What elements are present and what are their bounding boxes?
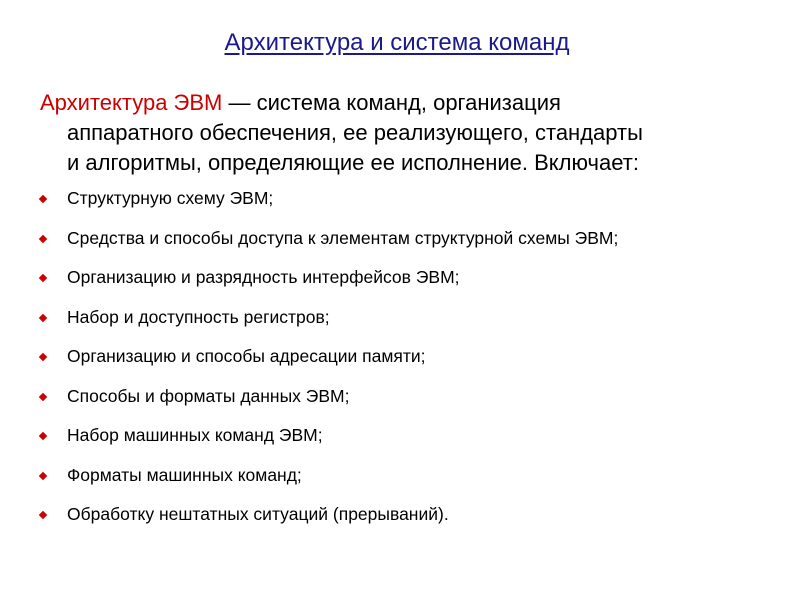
list-item [40, 345, 780, 385]
red-diamond-icon [39, 195, 47, 203]
red-diamond-icon [39, 392, 47, 400]
list-item [40, 503, 780, 543]
definition-term: Архитектура ЭВМ [40, 90, 223, 115]
bullet-list [40, 187, 780, 543]
list-item-text: Форматы машинных команд; [67, 464, 302, 485]
red-diamond-icon [39, 353, 47, 361]
list-item-text: Способы и форматы данных ЭВМ; [67, 385, 350, 406]
list-item [40, 424, 780, 464]
red-diamond-icon [39, 274, 47, 282]
red-diamond-icon [39, 234, 47, 242]
red-diamond-icon [39, 511, 47, 519]
red-diamond-icon [39, 471, 47, 479]
list-item [40, 187, 780, 227]
list-item [40, 464, 780, 504]
list-item-text: Обработку нештатных ситуаций (прерываний). [67, 504, 449, 524]
definition-line-1 [40, 88, 770, 118]
definition-paragraph [40, 88, 770, 178]
list-item [40, 227, 780, 267]
list-item-text: Набор и доступность регистров; [67, 306, 330, 327]
definition-line-3: и алгоритмы, определяющие ее исполнение. Включает: [67, 150, 639, 175]
list-item-text: Структурную схему ЭВМ; [67, 188, 274, 208]
list-item-text: Организацию и способы адресации памяти; [67, 346, 426, 366]
list-item [40, 306, 780, 346]
definition-line-2: аппаратного обеспечения, ее реализующего, стандарты [67, 120, 643, 145]
list-item-text: Организацию и разрядность интерфейсов ЭВМ; [67, 267, 460, 287]
list-item-text: Средства и способы доступа к элементам структурной схемы ЭВМ; [67, 227, 619, 248]
red-diamond-icon [39, 432, 47, 440]
list-item-text: Набор машинных команд ЭВМ; [67, 425, 323, 445]
list-item [40, 385, 780, 425]
red-diamond-icon [39, 313, 47, 321]
definition-line-1-text: — система команд, организация [222, 90, 561, 115]
slide-title: Архитектура и система команд [224, 29, 570, 56]
list-item [40, 266, 780, 306]
